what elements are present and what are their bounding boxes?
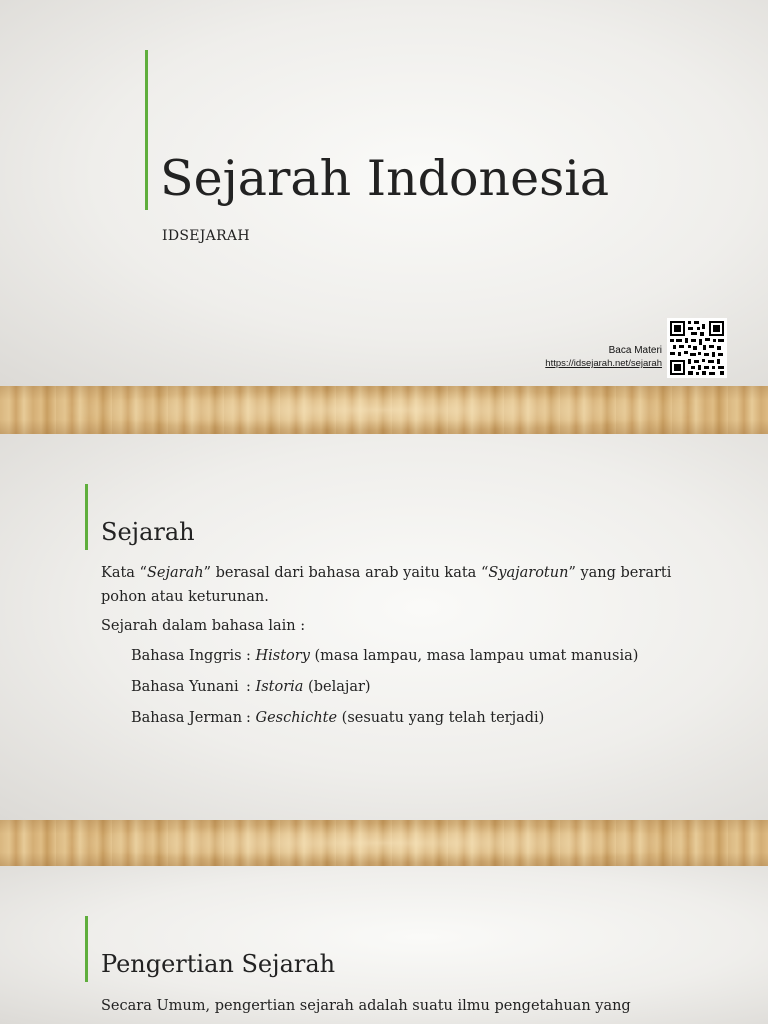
qr-caption — [545, 344, 662, 370]
list-item — [131, 679, 371, 695]
title-accent-bar — [145, 50, 148, 210]
intro-paragraph — [101, 561, 701, 609]
slide-separator-2 — [0, 820, 768, 866]
language-term: History — [255, 648, 310, 664]
slide-heading: Sejarah — [101, 518, 195, 546]
qr-code[interactable] — [667, 318, 727, 378]
language-meaning: (masa lampau, masa lampau umat manusia) — [309, 648, 639, 664]
list-item — [131, 648, 638, 664]
lead-line: Sejarah dalam bahasa lain : — [101, 618, 306, 634]
language-term: Istoria — [255, 679, 304, 695]
language-separator: : — [246, 710, 256, 726]
presentation-title: Sejarah Indonesia — [160, 150, 610, 207]
slide-3 — [0, 866, 768, 1024]
list-item — [131, 710, 544, 726]
heading-accent-bar — [85, 484, 88, 550]
language-meaning: (belajar) — [303, 679, 371, 695]
slide-separator-1 — [0, 386, 768, 434]
qr-link[interactable]: https://idsejarah.net/sejarah — [545, 358, 662, 369]
slide-1 — [0, 0, 768, 386]
slide-2 — [0, 434, 768, 820]
language-separator: : — [246, 679, 256, 695]
body-paragraph: Secara Umum, pengertian sejarah adalah suatu ilmu pengetahuan yang — [101, 998, 631, 1014]
language-separator: : — [246, 648, 256, 664]
qr-code-icon — [667, 318, 727, 378]
heading-accent-bar — [85, 916, 88, 982]
language-term: Geschichte — [255, 710, 338, 726]
slide-heading: Pengertian Sejarah — [101, 950, 336, 978]
qr-caption-text: Baca Materi — [608, 345, 662, 356]
intro-text-2: ” berasal dari bahasa arab yaitu kata “ — [203, 565, 489, 581]
language-name: Bahasa Jerman — [131, 710, 243, 726]
language-name: Bahasa Yunani — [131, 679, 239, 695]
intro-text-3: ” yang berarti pohon atau keturunan. — [101, 565, 672, 605]
intro-term-1: Sejarah — [146, 565, 204, 581]
intro-term-2: Syajarotun — [488, 565, 569, 581]
language-meaning: (sesuatu yang telah terjadi) — [337, 710, 545, 726]
language-name: Bahasa Inggris — [131, 648, 242, 664]
presentation-subtitle: IDSEJARAH — [162, 228, 250, 244]
intro-text-1: Kata “ — [101, 565, 147, 581]
